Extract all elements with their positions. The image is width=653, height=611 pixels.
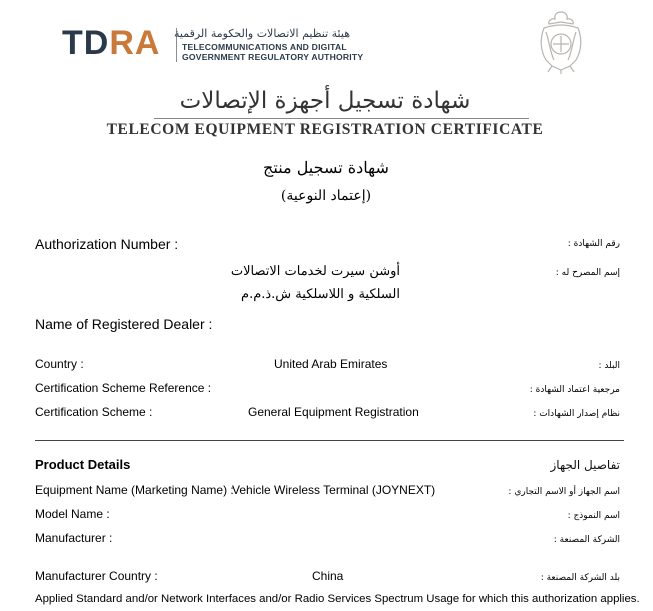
main-title-en: TELECOM EQUIPMENT REGISTRATION CERTIFICATE: [106, 121, 544, 138]
country-value: United Arab Emirates: [274, 357, 388, 371]
registered-dealer-label: Name of Registered Dealer :: [35, 316, 213, 332]
equipment-name-value: Vehicle Wireless Terminal (JOYNEXT): [232, 483, 436, 497]
country-label-ar: البلد :: [598, 361, 620, 371]
authorization-number-label-ar: رقم الشهادة :: [567, 239, 620, 249]
tdra-logo-text: [62, 24, 160, 62]
product-details-heading-ar: تفاصيل الجهاز: [550, 458, 620, 472]
manufacturer-country-label: Manufacturer Country :: [35, 569, 158, 583]
authorization-number-label: Authorization Number :: [35, 236, 179, 252]
main-title-ar: شهادة تسجيل أجهزة الإتصالات: [179, 88, 471, 114]
manufacturer-label-ar: الشركة المصنعة :: [553, 535, 620, 545]
type-approval-subtitle-ar: (إعتماد النوعية): [280, 188, 372, 204]
applied-standard-text: Applied Standard and/or Network Interfaces and/or Radio Services Spectrum Usage for which this authorization applies.: [35, 593, 640, 605]
title-rule: [154, 118, 529, 119]
manufacturer-country-label-ar: بلد الشركة المصنعة :: [540, 573, 620, 583]
tdra-logo-ra: RA: [109, 24, 161, 62]
equipment-name-label: Equipment Name (Marketing Name) :: [35, 483, 234, 497]
manufacturer-label: Manufacturer :: [35, 531, 113, 545]
cert-scheme-label-ar: نظام إصدار الشهادات :: [533, 409, 620, 419]
cert-scheme-ref-label: Certification Scheme Reference :: [35, 381, 212, 395]
model-name-label-ar: اسم النموذج :: [567, 511, 620, 521]
product-details-heading: Product Details: [35, 457, 131, 472]
model-name-label: Model Name :: [35, 507, 110, 521]
country-label: Country :: [35, 357, 84, 371]
cert-scheme-value: General Equipment Registration: [248, 405, 419, 419]
product-registration-title-ar: شهادة تسجيل منتج: [263, 158, 389, 177]
licensee-value-ar-line2: السلكية و اللاسلكية ش.ذ.م.م: [241, 287, 400, 302]
tdra-logo: [62, 24, 160, 63]
licensee-value-ar-line1: أوشن سيرت لخدمات الاتصالات: [230, 264, 400, 279]
tdra-logo-td: TD: [62, 24, 110, 62]
authority-name-en-line1: TELECOMMUNICATIONS AND DIGITAL: [182, 42, 347, 52]
licensee-label-ar: إسم المصرح له :: [555, 268, 620, 278]
authority-name-en-line2: GOVERNMENT REGULATORY AUTHORITY: [182, 52, 364, 62]
authority-name-ar: هيئة تنظيم الاتصالات والحكومة الرقمية: [174, 27, 350, 40]
equipment-name-label-ar: اسم الجهاز أو الاسم التجاري :: [508, 487, 620, 497]
cert-scheme-label: Certification Scheme :: [35, 405, 153, 419]
section-divider: [35, 440, 624, 441]
manufacturer-country-value: China: [312, 569, 344, 583]
cert-scheme-ref-label-ar: مرجعية اعتماد الشهادة :: [529, 385, 620, 395]
uae-emblem-icon: [534, 8, 588, 74]
